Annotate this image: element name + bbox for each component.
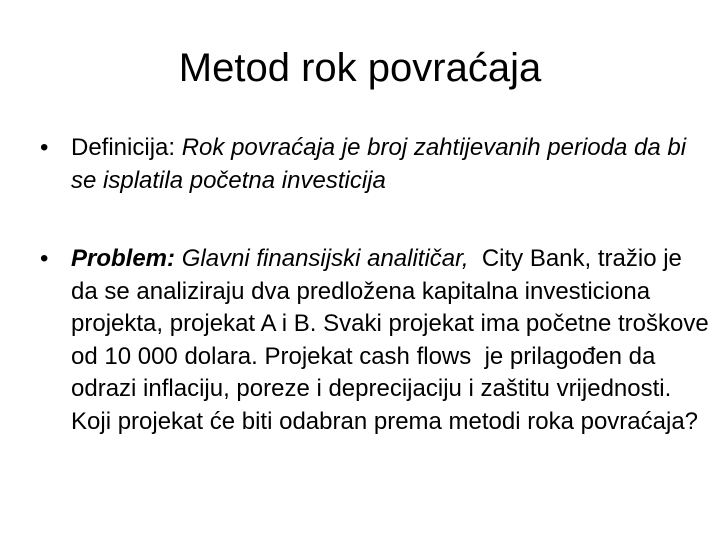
problem-analyst-text: Glavni finansijski analitičar, [181,245,469,272]
definition-lead: Definicija: [71,134,182,161]
bullet-marker: • [40,245,49,272]
definition-text: Rok povraćaja je broj zahtijevanih perioda da bi se isplatila početna investicija [71,134,687,194]
bullet-list [40,132,716,438]
bullet-marker: • [40,134,49,161]
bullet-problem [40,243,716,438]
bullet-definition [40,132,710,197]
slide-title: Metod rok povraćaja [178,46,542,90]
problem-text: City Bank, tražio je da se analiziraju dva predložena kapitalna investiciona projekta, projekat A i B. Svaki projekat ima početne troškove od 10 000 dolara. Projekat cash flows je prilagođen da odrazi inflaciju, poreze i deprecijaciju i zaštitu vrijednosti. Koji projekat će biti odabran prema metodi roka povraćaja? [71,245,716,435]
problem-lead: Problem: [71,245,182,272]
